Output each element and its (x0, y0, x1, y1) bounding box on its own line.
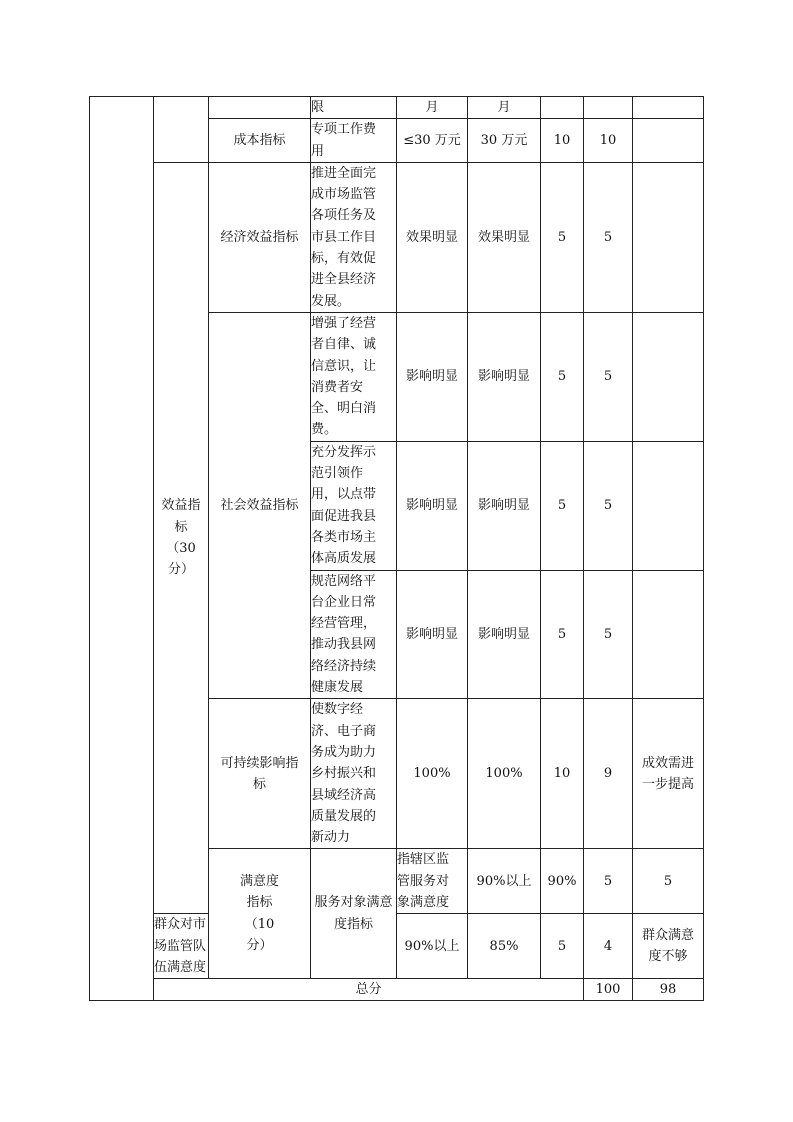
actual-cost: 30 万元 (468, 119, 541, 163)
content-satisfaction-1: 指辖区监 管服务对 象满意度 (397, 849, 468, 914)
score-social-1: 5 (584, 312, 633, 441)
actual-satisfaction-1: 90% (541, 849, 584, 914)
weight-satisfaction-1: 5 (584, 849, 633, 914)
weight-economic: 5 (541, 162, 584, 312)
target-social-1: 影响明显 (397, 312, 468, 441)
content-satisfaction-2: 群众对市 场监管队 伍满意度 (154, 914, 209, 979)
table-row-economic (90, 162, 704, 312)
target-social-3: 影响明显 (397, 570, 468, 699)
score-sustainable: 9 (584, 699, 633, 849)
content-social-3: 规范网络平 台企业日常 经营管理， 推动我县网 络经济持续 健康发展 (311, 570, 397, 699)
actual-social-3: 影响明显 (468, 570, 541, 699)
table-row-total (90, 979, 704, 1001)
note-satisfaction-2: 群众满意 度不够 (633, 914, 704, 979)
target-cost: ≤30 万元 (397, 119, 468, 163)
content-economic: 推进全面完 成市场监管 各项任务及 市县工作目 标，有效促 进全县经济 发展。 (311, 162, 397, 312)
target-economic: 效果明显 (397, 162, 468, 312)
note-cost (633, 119, 704, 163)
content-social-2: 充分发挥示 范引领作 用，以点带 面促进我县 各类市场主 体高质发展 (311, 441, 397, 570)
level3-cell (209, 97, 311, 119)
note-cell (633, 97, 704, 119)
score-satisfaction-2: 4 (584, 914, 633, 979)
content-cost: 专项工作费 用 (311, 119, 397, 163)
actual-social-2: 影响明显 (468, 441, 541, 570)
level2-satisfaction: 满意度 指标 （10 分） (209, 849, 311, 979)
total-score: 98 (633, 979, 704, 1001)
weight-social-2: 5 (541, 441, 584, 570)
target-cell: 月 (397, 97, 468, 119)
target-satisfaction-2: 90%以上 (397, 914, 468, 979)
level1-cell (90, 97, 154, 1001)
table-row-continued (90, 97, 704, 119)
note-social-2 (633, 441, 704, 570)
score-economic: 5 (584, 162, 633, 312)
weight-social-1: 5 (541, 312, 584, 441)
actual-social-1: 影响明显 (468, 312, 541, 441)
score-cost: 10 (584, 119, 633, 163)
note-social-1 (633, 312, 704, 441)
level2-benefit: 效益指 标 （30 分） (154, 162, 209, 913)
performance-table (89, 96, 704, 1001)
level3-economic: 经济效益指标 (209, 162, 311, 312)
score-social-3: 5 (584, 570, 633, 699)
actual-sustainable: 100% (468, 699, 541, 849)
target-satisfaction-1: 90%以上 (468, 849, 541, 914)
note-social-3 (633, 570, 704, 699)
content-cell: 限 (311, 97, 397, 119)
level3-cost: 成本指标 (209, 119, 311, 163)
content-social-1: 增强了经营 者自律、诚 信意识，让 消费者安 全、明白消 费。 (311, 312, 397, 441)
total-label: 总分 (154, 979, 584, 1001)
note-sustainable: 成效需进 一步提高 (633, 699, 704, 849)
target-sustainable: 100% (397, 699, 468, 849)
weight-satisfaction-2: 5 (541, 914, 584, 979)
level3-satisfaction: 服务对象满意 度指标 (311, 849, 397, 979)
score-cell (584, 97, 633, 119)
level3-social: 社会效益指标 (209, 312, 311, 698)
total-weight: 100 (584, 979, 633, 1001)
note-economic (633, 162, 704, 312)
actual-satisfaction-2: 85% (468, 914, 541, 979)
weight-social-3: 5 (541, 570, 584, 699)
score-satisfaction-1: 5 (633, 849, 704, 914)
weight-cell (541, 97, 584, 119)
content-sustainable: 使数字经 济、电子商 务成为助力 乡村振兴和 县域经济高 质量发展的 新动力 (311, 699, 397, 849)
level2-output-cell (154, 97, 209, 163)
target-social-2: 影响明显 (397, 441, 468, 570)
level3-sustainable: 可持续影响指 标 (209, 699, 311, 849)
actual-economic: 效果明显 (468, 162, 541, 312)
weight-sustainable: 10 (541, 699, 584, 849)
actual-cell: 月 (468, 97, 541, 119)
score-social-2: 5 (584, 441, 633, 570)
weight-cost: 10 (541, 119, 584, 163)
table-row-satisfaction-2 (90, 914, 704, 979)
